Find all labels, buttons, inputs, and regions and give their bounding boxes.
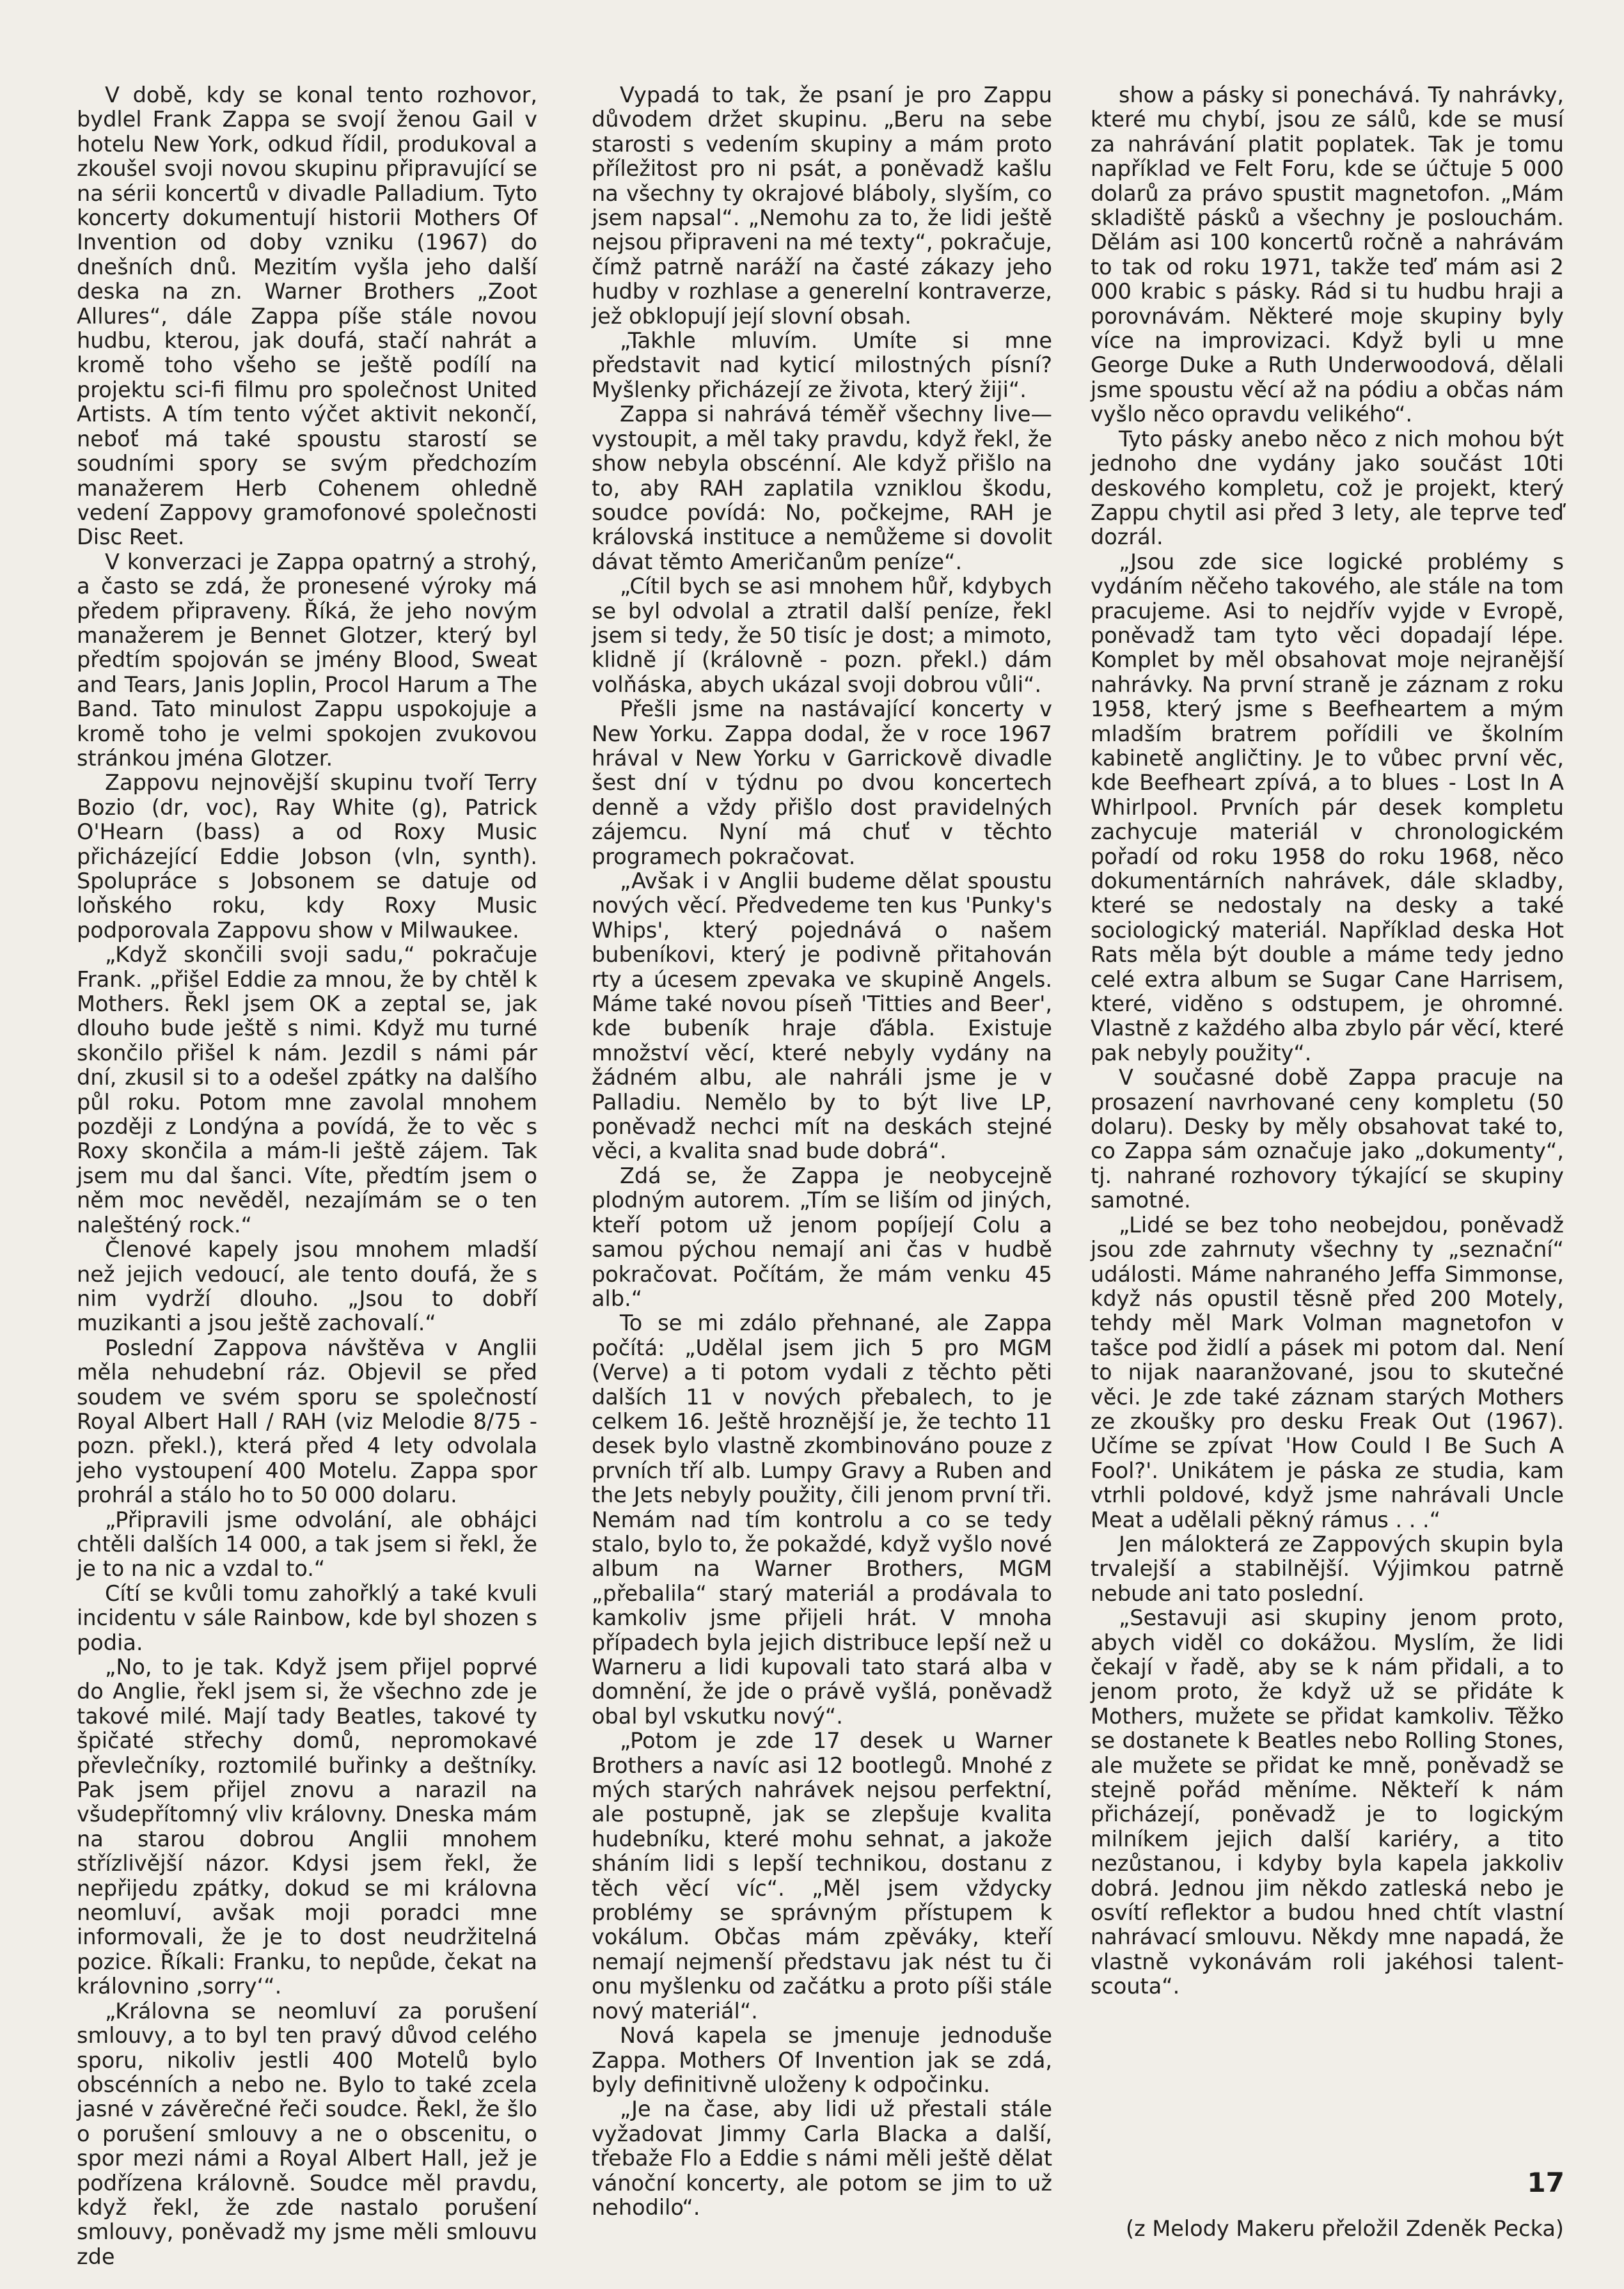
paragraph: „Jsou zde sice logické problémy s vydáním něčeho takového, ale stále na tom pracujeme. Asi to nejdřív vyjde v Evropě, poněvadž tam tyto věci dopadají lépe. Komplet by měl obsahovat moje nejranější nahrávky. Na první straně je záznam z roku 1958, který jsme s Beefheartem a mým mladším bratrem pořídili ve školním kabinetě angličtiny. Je to vůbec první věc, kde Beefheart zpívá, a to blues - Lost In A Whirlpool. Prvních pár desek kompletu zachycuje materiál v chronologickém pořadí od roku 1958 do roku 1968, něco dokumentárních nahrávek, dále skladby, které se nedostaly na desky a také sociologický materiál. Například deska Hot Rats měla být double a máme tedy jedno celé extra album se Sugar Cane Harrisem, které, viděno s odstupem, je ohromné. Vlastně z každého alba zbylo pár věcí, které pak nebyly použity“. — [1091, 549, 1564, 1066]
paragraph: „Takhle mluvím. Umíte si mne představit nad kyticí milostných písní? Myšlenky přicházejí ze života, který žiji“. — [592, 328, 1052, 402]
paragraph: V konverzaci je Zappa opatrný a strohý, a často se zdá, že pronesené výroky má předem připraveny. Říká, že jeho novým manažerem je Bennet Glotzer, který byl předtím spojován se jmény Blood, Sweat and Tears, Janis Joplin, Procol Harum a The Band. Tato minulost Zappu uspokojuje a kromě toho je velmi spokojen zvukovou stránkou jména Glotzer. — [77, 549, 537, 771]
paragraph: show a pásky si ponechává. Ty nahrávky, které mu chybí, jsou ze sálů, kde se musí za nahrávání platit poplatek. Tak je tomu například ve Felt Foru, kde se účtuje 5 000 dolarů za právo spustit magnetofon. „Mám skladiště pásků a všechny je poslouchám. Dělám asi 100 koncertů ročně a nahrávám to tak od roku 1971, takže teď mám asi 2 000 krabic s pásky. Rád si tu hudbu hraji a porovnávám. Některé moje skupiny byly více na improvizaci. Když byli u mne George Duke a Ruth Underwoodová, dělali jsme spoustu věcí až na pódiu a občas nám vyšlo něco opravdu velikého“. — [1091, 83, 1564, 427]
page-number: 17 — [1527, 2167, 1565, 2198]
paragraph: „Je na čase, aby lidi už přestali stále vyžadovat Jimmy Carla Blacka a další, třebaže Flo a Eddie s námi měli ještě dělat vánoční koncerty, ale potom se jim to už nehodilo“. — [592, 2096, 1052, 2220]
text-column-3 — [1091, 83, 1564, 1999]
paragraph: Vypadá to tak, že psaní je pro Zappu důvodem držet skupinu. „Beru na sebe starosti s vedením skupiny a mám proto příležitost pro ni psát, a poněvadž kašlu na všechny ty okrajové bláboly, slyším, co jsem napsal“. „Nemohu za to, že lidi ještě nejsou připraveni na mé texty“, pokračuje, čímž patrně naráží na časté zákazy jeho hudby v rozhlase a generelní kontraverze, jež obklopují její slovní obsah. — [592, 83, 1052, 329]
paragraph: Tyto pásky anebo něco z nich mohou být jednoho dne vydány jako součást 10ti deskového kompletu, což je projekt, který Zappu chytil asi před 3 lety, ale teprve teď dozrál. — [1091, 426, 1564, 550]
paragraph: Jen málokterá ze Zappových skupin byla trvalejší a stabilnější. Výjimkou patrně nebude ani tato poslední. — [1091, 1531, 1564, 1606]
paragraph: Cítí se kvůli tomu zahořklý a také kvuli incidentu v sále Rainbow, kde byl shozen s podia. — [77, 1580, 537, 1655]
paragraph: Poslední Zappova návštěva v Anglii měla nehudební ráz. Objevil se před soudem ve svém sporu se společností Royal Albert Hall / RAH (viz Melodie 8/75 - pozn. překl.), která před 4 lety odvolala jeho vystoupení 400 Motelu. Zappa spor prohrál a stálo ho to 50 000 dolaru. — [77, 1335, 537, 1508]
paragraph: V současné době Zappa pracuje na prosazení navrhované ceny kompletu (50 dolaru). Desky by měly obsahovat také to, co Zappa sám označuje jako „dokumenty“, tj. nahrané rozhovory týkající se skupiny samotné. — [1091, 1065, 1564, 1213]
paragraph: To se mi zdálo přehnané, ale Zappa počítá: „Udělal jsem jich 5 pro MGM (Verve) a ti potom vydali z těchto pěti dalších 11 v nových přebalech, to je celkem 16. Ještě hroznější je, že techto 11 desek bylo vlastně zkombinováno pouze z prvních tří alb. Lumpy Gravy a Ruben and the Jets nebyly použity, čili jenom první tři. Nemám nad tím kontrolu a co se tedy stalo, bylo to, že pokaždé, když vyšlo nové album na Warner Brothers, MGM „přebalila“ starý materiál a prodávala to kamkoliv jsme přijeli hrát. V mnoha případech byla jejich distribuce lepší než u Warneru a lidi kupovali tato stará alba v domnění, že jde o právě vyšlá, poněvadž obal byl vskutku nový“. — [592, 1310, 1052, 1729]
paragraph: Zdá se, že Zappa je neobycejně plodným autorem. „Tím se liším od jiných, kteří potom už jenom popíjejí Colu a samou pýchou nemají ani čas v hudbě pokračovat. Počítám, že mám venku 45 alb.“ — [592, 1163, 1052, 1311]
paragraph: „Potom je zde 17 desek u Warner Brothers a navíc asi 12 bootlegů. Mnohé z mých starých nahrávek nejsou perfektní, ale postupně, jak se zlepšuje kvalita hudebníku, které mohu sehnat, a jakože sháním lidi s lepší technikou, dostanu z těch věcí víc“. „Měl jsem vždycky problémy se správným přístupem k vokálum. Občas mám zpěváky, kteří nemají nejmenší představu jak nést tu či onu myšlenku od začátku a proto píši stále nový materiál“. — [592, 1728, 1052, 2024]
paragraph: „Připravili jsme odvolání, ale obhájci chtěli dalších 14 000, a tak jsem si řekl, že je to na nic a vzdal to.“ — [77, 1507, 537, 1582]
paragraph: „Lidé se bez toho neobejdou, poněvadž jsou zde zahrnuty všechny ty „seznační“ události. Máme nahraného Jeffa Simmonse, když nás opustil těsně před 200 Motely, tehdy měl Mark Volman magnetofon v tašce pod židlí a pásek mi potom dal. Není to nijak naaranžované, jsou to skutečné věci. Je zde také záznam starých Mothers ze zkoušky pro desku Freak Out (1967). Učíme se zpívat 'How Could I Be Such A Fool?'. Unikátem je páska ze studia, kam vtrhli poldové, když jsme nahrávali Uncle Meat a udělali pěkný rámus . . .“ — [1091, 1212, 1564, 1532]
paragraph: Zappovu nejnovější skupinu tvoří Terry Bozio (dr, voc), Ray White (g), Patrick O'Hearn (bass) a od Roxy Music přicházející Eddie Jobson (vln, synth). Spolupráce s Jobsonem se datuje od loňského roku, kdy Roxy Music podporovala Zappovu show v Milwaukee. — [77, 770, 537, 943]
paragraph: „Sestavuji asi skupiny jenom proto, abych viděl co dokážou. Myslím, že lidi čekají v řadě, aby se k nám přidali, a to jenom proto, že když už se přidáte k Mothers, mužete se přidat kamkoliv. Těžko se dostanete k Beatles nebo Rolling Stones, ale mužete se přidat ke mně, poněvadž se stejně pořád měníme. Někteří k nám přicházejí, poněvadž je to logickým milníkem jejich další kariéry, a tito nezůstanou, i kdyby byla kapela jakkoliv dobrá. Jednou jim někdo zatleská nebo je osvítí reflektor a budou hned chtít vlastní nahrávací smlouvu. Někdy mne napadá, že vlastně vykonávám roli jakéhosi talent-scouta“. — [1091, 1605, 1564, 1999]
paragraph: „Avšak i v Anglii budeme dělat spoustu nových věcí. Předvedeme ten kus 'Punky's Whips', který pojednává o našem bubeníkovi, který je podivně přitahován rty a úcesem zpevaka ve skupině Angels. Máme také novou píseň 'Titties and Beer', kde bubeník hraje ďábla. Existuje množství věcí, které nebyly vydány na žádném albu, ale nahráli jsme je v Palladiu. Nemělo by to být live LP, poněvadž nechci mít na deskách stejné věci, a kvalita snad bude dobrá“. — [592, 869, 1052, 1164]
paragraph: Členové kapely jsou mnohem mladší než jejich vedoucí, ale tento doufá, že s nim vydrží dlouho. „Jsou to dobří muzikanti a jsou ještě zachovalí.“ — [77, 1237, 537, 1336]
text-column-1 — [77, 83, 537, 2269]
text-column-2 — [592, 83, 1052, 2220]
paragraph: V době, kdy se konal tento rozhovor, bydlel Frank Zappa se svojí ženou Gail v hotelu New York, odkud řídil, produkoval a zkoušel svoji novou skupinu připravující se na sérii koncertů v divadle Palladium. Tyto koncerty dokumentují historii Mothers Of Invention od doby vzniku (1967) do dnešních dnů. Mezitím vyšla jeho další deska na zn. Warner Brothers „Zoot Allures“, dále Zappa píše stále novou hudbu, kterou, jak doufá, stačí nahrát a kromě toho všeho se ještě podílí na projektu sci-fi filmu pro společnost United Artists. A tím tento výčet aktivit nekončí, neboť má také spoustu starostí se soudními spory se svým předchozím manažerem Herb Cohenem ohledně vedení Zappovy gramofonové společnosti Disc Reet. — [77, 83, 537, 550]
paragraph: Přešli jsme na nastávající koncerty v New Yorku. Zappa dodal, že v roce 1967 hrával v New Yorku v Garrickově divadle šest dní v týdnu po dvou koncertech denně a vždy přišlo dost pravidelných zájemcu. Nyní má chuť v těchto programech pokračovat. — [592, 696, 1052, 869]
paragraph: Zappa si nahrává téměř všechny live—vystoupit, a měl taky pravdu, když řekl, že show nebyla obscénní. Ale když přišlo na to, aby RAH zaplatila vzniklou škodu, soudce povídá: No, počkejme, RAH je královská instituce a nemůžeme si dovolit dávat těmto Američanům peníze“. — [592, 402, 1052, 574]
paragraph: „Když skončili svoji sadu,“ pokračuje Frank. „přišel Eddie za mnou, že by chtěl k Mothers. Řekl jsem OK a zeptal se, jak dlouho bude ještě s nimi. Když mu turné skončilo přišel k nám. Jezdil s námi pár dní, zkusil si to a odešel zpátky na dalšího půl roku. Potom mne zavolal mnohem později z Londýna a povídá, že to věc s Roxy skončila a mám-li ještě zájem. Tak jsem mu dal šanci. Víte, předtím jsem o něm moc nevěděl, nezajímám se o ten nalešténý rock.“ — [77, 942, 537, 1238]
translation-credit: (z Melody Makeru přeložil Zdeněk Pecka) — [1126, 2216, 1564, 2241]
paragraph: „No, to je tak. Když jsem přijel poprvé do Anglie, řekl jsem si, že všechno zde je takové milé. Mají tady Beatles, takové ty špičaté střechy domů, nepromokavé převlečníky, roztomilé buřinky a deštníky. Pak jsem přijel znovu a narazil na všudepřítomný vliv královny. Dneska mám na starou dobrou Anglii mnohem střízlivější názor. Kdysi jsem řekl, že nepřijedu zpátky, dokud se mi královna neomluví, avšak moji poradci mne informovali, že je to dost neudržitelná pozice. Říkali: Franku, to nepůde, čekat na královnino ‚sorry‘“. — [77, 1655, 537, 1999]
paragraph: „Cítil bych se asi mnohem hůř, kdybych se byl odvolal a ztratil další peníze, řekl jsem si tedy, že 50 tisíc je dost; a mimoto, klidně jí (královně - pozn. překl.) dám volňáska, abych ukázal svoji dobrou vůli“. — [592, 574, 1052, 697]
paragraph: „Královna se neomluví za porušení smlouvy, a to byl ten pravý důvod celého sporu, nikoliv jestli 400 Motelů bylo obscénních a nebo ne. Bylo to také zcela jasné v závěrečné řeči soudce. Řekl, že šlo o porušení smlouvy a ne o obscenitu, o spor mezi námi a Royal Albert Hall, jež je podřízena královně. Soudce měl pravdu, když řekl, že zde nastalo porušení smlouvy, poněvadž my jsme měli smlouvu zde — [77, 1998, 537, 2269]
paragraph: Nová kapela se jmenuje jednoduše Zappa. Mothers Of Invention jak se zdá, byly definitivně uloženy k odpočinku. — [592, 2023, 1052, 2097]
